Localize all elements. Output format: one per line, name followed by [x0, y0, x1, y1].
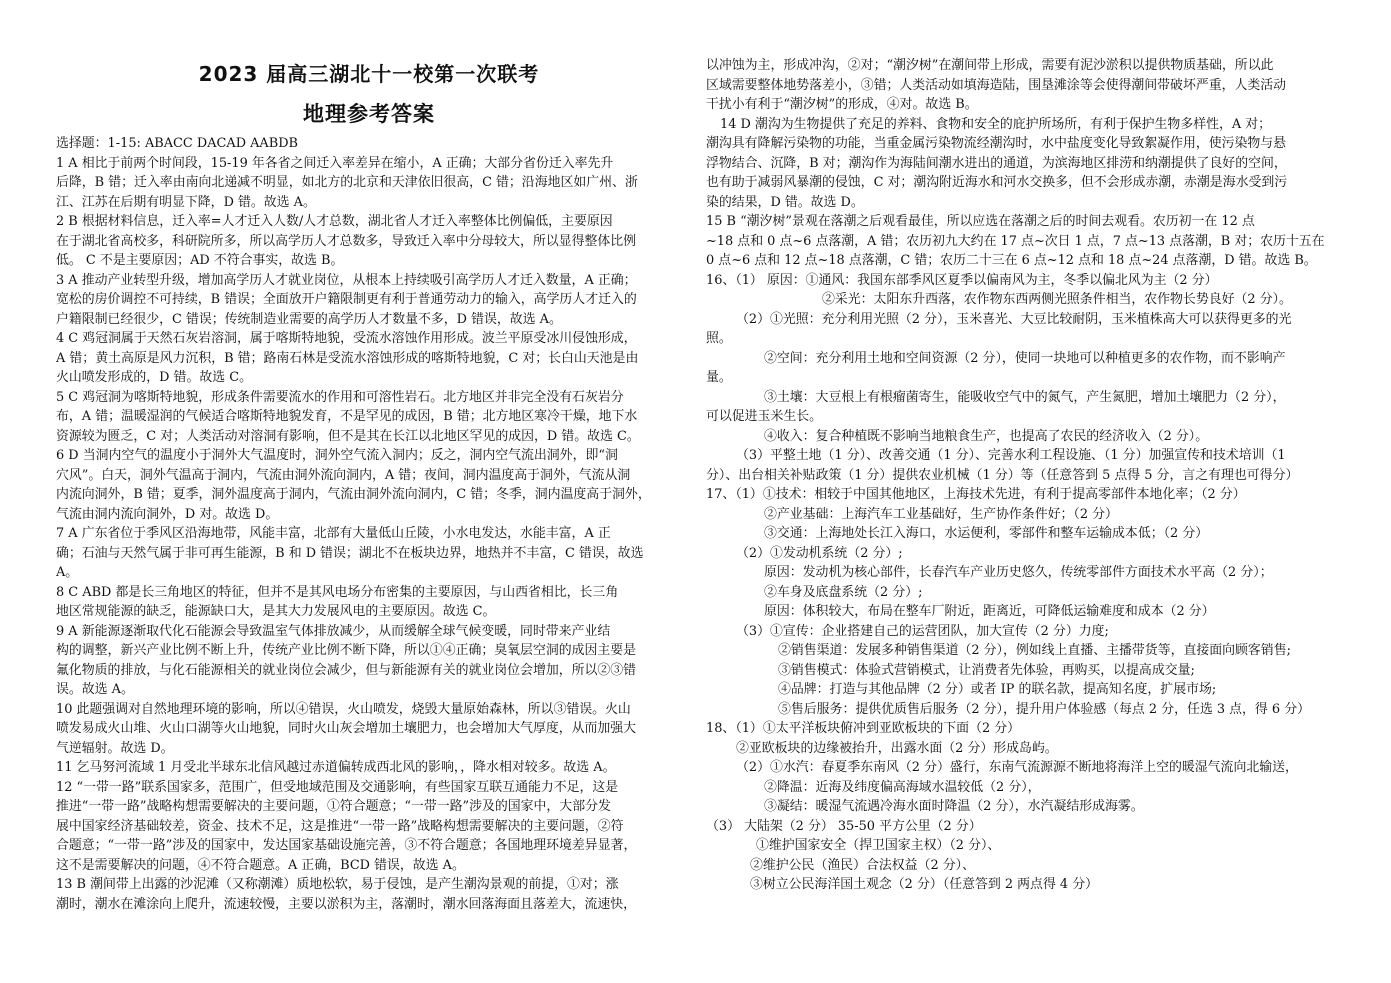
text-line: （3） 大陆架（2 分） 35-50 平方公里（2 分）: [706, 818, 982, 834]
text-line: 6 D 当洞内空气的温度小于洞外大气温度时，洞外空气流入洞内；反之，洞内空气流出洞外，即“洞: [56, 448, 618, 463]
text-line: 14 D 潮沟为生物提供了充足的养料、食物和安全的庇护所场所，有利于保护生物多样性，A 对；: [720, 116, 1272, 132]
answer-key-title: 地理参考答案: [303, 102, 435, 126]
text-line: 潮时，潮水在滩涂向上爬升，流速较慢，主要以淤积为主，落潮时，潮水回落海面且落差大，流速快，: [56, 896, 637, 912]
text-line: 3 A 推动产业转型升级，增加高学历人才就业岗位，从根本上持续吸引高学历人才迁入数量，A 正确；: [56, 272, 637, 288]
text-line: 5 C 鸡冠洞为喀斯特地貌，形成条件需要流水的作用和可溶性岩石。北方地区并非完全没有石灰岩分: [56, 389, 624, 405]
text-line: （3）平整土地（1 分）、改善交通（1 分）、完善水利工程设施、（1 分）加强宣传和技术培训（1: [736, 448, 1286, 463]
text-line: 气流由洞内流向洞外，D 对。故选 D。: [56, 506, 279, 522]
text-line: 0 点~6 点和 12 点~18 点落潮，C 错；农历二十三在 6 点~12 点和 18 点~24 点落潮，D 错。故选 B。: [706, 253, 1317, 268]
text-line: ①维护国家安全（捍卫国家主权）（2 分）、: [756, 838, 1001, 853]
text-line: 13 B 潮间带上出露的沙泥滩（又称潮滩）质地松软，易于侵蚀，是产生潮沟景观的前提，①对；涨: [56, 877, 619, 892]
text-line: ②亚欧板块的边缘被抬升，出露水面（2 分）形成岛屿。: [736, 740, 1058, 756]
text-line: 可以促进玉米生长。: [706, 409, 823, 424]
text-line: 户籍限制已经很少，C 错误；传统制造业需要的高学历人才数量不多，D 错误，故选 A。: [56, 311, 562, 327]
text-line: 7 A 广东省位于季风区沿海地带，风能丰富，北部有大量低山丘陵，小水电发达，水能丰富，A 正: [56, 526, 611, 541]
text-line: 内流向洞外，B 错；夏季，洞外温度高于洞内，气流由洞外流向洞内，C 错；冬季，洞内温度高于洞外，: [56, 487, 651, 502]
text-line: 2 B 根据材料信息，迁入率=人才迁入人数/人才总数，湖北省人才迁入率整体比例偏低，主要原因: [56, 214, 613, 229]
text-line: 火山喷发形成的，D 错。故选 C。: [56, 370, 252, 385]
text-line: （2）①水汽：春夏季东南风（2 分）盛行，东南气流源源不断地将海洋上空的暖湿气流向北输送，: [736, 760, 1298, 775]
text-line: 推进“一带一路”战略构想需要解决的主要问题，①符合题意；“一带一路”涉及的国家中，大部分发: [56, 799, 611, 814]
text-line: 17、（1）①技术：相较于中国其他地区，上海技术先进，有利于提高零部件本地化率；（2 分）: [706, 487, 1246, 502]
text-line: ⑤售后服务：提供优质售后服务（2 分），提升用户体验感（每点 2 分，任选 3 点，得 6 分）: [778, 701, 1310, 717]
text-line: （2）①光照：充分利用光照（2 分），玉米喜光、大豆比较耐阴，玉米植株高大可以获得更多的光: [736, 311, 1292, 327]
text-line: 9 A 新能源逐渐取代化石能源会导致温室气体排放减少，从而缓解全球气候变暖，同时带来产业结: [56, 623, 611, 639]
text-line: ③销售模式：体验式营销模式，让消费者先体验，再购买，以提高成交量;: [778, 662, 1195, 678]
text-line: ②空间：充分利用土地和空间资源（2 分），使同一块地可以种植更多的农作物，而不影响产: [764, 350, 1286, 366]
text-line: 11 乞马努河流域 1 月受北半球东北信风越过赤道偏转成西北风的影响，，降水相对较多。故选 A。: [56, 760, 616, 775]
text-line: 宽松的房价调控不可持续，B 错误；全面放开户籍限制更有利于普通劳动力的输入，高学历人才迁入的: [56, 292, 637, 307]
text-line: A。: [56, 565, 79, 580]
text-line: ④收入：复合种植既不影响当地粮食生产，也提高了农民的经济收入（2 分）。: [764, 428, 1209, 444]
text-line: 8 C ABD 都是长三角地区的特征，但并不是其风电场分布密集的主要原因，与山西省相比，长三角: [56, 584, 619, 600]
text-line: ③树立公民海洋国土观念（2 分）（任意答到 2 两点得 4 分）: [750, 877, 1099, 892]
text-line: 1 A 相比于前两个时间段，15-19 年各省之间迁入率差异在缩小，A 正确；大部分省份迁入率先升: [56, 155, 614, 171]
text-line: 原因：体积较大，布局在整车厂附近，距离近，可降低运输难度和成本（2 分）: [764, 604, 1215, 619]
text-line: ②采光：太阳东升西落，农作物东西两侧光照条件相当，农作物长势良好（2 分）。: [822, 292, 1292, 307]
text-line: 布，A 错；温暖湿润的气候适合喀斯特地貌发育，不是罕见的成因，B 错；北方地区寒冷干燥，地下水: [56, 409, 638, 424]
text-line: 穴风”。白天，洞外气温高于洞内，气流由洞外流向洞内，A 错；夜间，洞内温度高于洞外，气流从洞: [56, 467, 631, 483]
text-line: 资源较为匮乏，C 对；人类活动对溶洞有影响，但不是其在长江以北地区罕见的成因，D 错。故选 C。: [56, 428, 640, 444]
text-line: 区域需要整体地势落差小，③错；人类活动如填海造陆，围垦滩涂等会使得潮间带破坏严重，人类活动: [706, 77, 1287, 93]
text-line: 浮物结合、沉降，B 对；潮沟作为海陆间潮水进出的通道，为滨海地区排涝和纳潮提供了良好的空间，: [706, 155, 1287, 171]
text-line: ③土壤：大豆根上有根瘤菌寄生，能吸收空气中的氮气，产生氮肥，增加土壤肥力（2 分），: [764, 389, 1286, 405]
exam-title: 2023 届高三湖北十一校第一次联考: [198, 62, 540, 86]
text-line: 原因：发动机为核心部件，长春汽车产业历史悠久，传统零部件方面技术水平高（2 分）；: [764, 565, 1273, 580]
text-line: ②维护公民（渔民）合法权益（2 分）、: [750, 857, 975, 873]
text-line: 照。: [706, 331, 732, 346]
text-line: 氟化物质的排放，与化石能源相关的就业岗位会减少，但与新能源有关的就业岗位会增加，所以②③错: [56, 662, 637, 678]
text-line: 量。: [706, 370, 732, 385]
text-line: 这不是需要解决的问题，④不符合题意。A 正确，BCD 错误，故选 A。: [56, 857, 465, 873]
text-line: 低。 C 不是主要原因；AD 不符合事实，故选 B。: [56, 253, 344, 268]
text-line: 地区常规能源的缺乏，能源缺口大，是其大力发展风电的主要原因。故选 C。: [56, 604, 496, 619]
text-line: 分）、出台相关补贴政策（1 分）提供农业机械（1 分）等（任意答到 5 点得 5 分，言之有理也可得分）: [706, 467, 1299, 483]
text-line: 潮沟具有降解污染物的功能，当重金属污染物流经潮沟时，水中盐度变化导致絮凝作用，使污染物与悬: [706, 136, 1287, 151]
text-line: 16、（1） 原因：①通风：我国东部季风区夏季以偏南风为主，冬季以偏北风为主（2 分）: [706, 272, 1218, 288]
text-line: 干扰小有利于“潮汐树”的形成，④对。故选 B。: [706, 97, 978, 112]
text-line: 18、（1）①太平洋板块俯冲到亚欧板块的下面（2 分）: [706, 721, 1021, 736]
text-line: ②车身及底盘系统（2 分）;: [764, 584, 923, 600]
text-line: 构的调整，新兴产业比例不断上升，传统产业比例不断下降，所以①④正确；臭氧层空洞的成因主要是: [56, 643, 637, 658]
text-line: ②产业基础：上海汽车工业基础好，生产协作条件好；（2 分）: [764, 506, 1118, 522]
text-line: 也有助于减弱风暴潮的侵蚀，C 对；潮沟附近海水和河水交换多，但不会形成赤潮，赤潮是海水受到污: [706, 175, 1288, 190]
text-line: ~18 点和 0 点~6 点落潮，A 错；农历初九大约在 17 点~次日 1 点，7 点~13 点落潮，B 对；农历十五在: [706, 233, 1325, 249]
text-line: 确；石油与天然气属于非可再生能源，B 和 D 错误；湖北不在板块边界，地热并不丰富，C 错误，故选: [56, 545, 644, 561]
left-column-text: [56, 134, 682, 914]
text-line: 选择题：1-15: ABACC DACAD AABDB: [56, 136, 299, 151]
text-line: ②降温：近海及纬度偏高海域水温较低（2 分），: [764, 779, 1041, 795]
text-line: 江、江苏在后期有明显下降，D 错。故选 A。: [56, 194, 316, 210]
text-line: 12 “一带一路”联系国家多，范围广，但受地域范围及交通影响，有些国家互联互通能力不足，这是: [56, 779, 619, 795]
text-line: 后降，B 错；迁入率由南向北递减不明显，如北方的北京和天津依旧很高，C 错；沿海地区如广州、浙: [56, 175, 638, 190]
text-line: 10 此题强调对自然地理环境的影响，所以④错误，火山喷发，烧毁大量原始森林，所以③错误。火山: [56, 701, 631, 717]
text-line: 在于湖北省高校多，科研院所多，所以高学历人才总数多，导致迁入率中分母较大，所以显得整体比例: [56, 233, 637, 249]
right-column-text: [706, 56, 1338, 895]
text-line: 4 C 鸡冠洞属于天然石灰岩溶洞，属于喀斯特地貌，受流水溶蚀作用形成。波兰平原受冰川侵蚀形成，: [56, 331, 637, 346]
text-line: A 错；黄土高原是风力沉积，B 错；路南石林是受流水溶蚀形成的喀斯特地貌，C 对；长白山天池是由: [56, 350, 639, 366]
text-line: （2）①发动机系统（2 分）;: [736, 545, 903, 561]
text-line: 气逆辐射。故选 D。: [56, 740, 174, 756]
text-line: 合题意；“一带一路”涉及的国家中，发达国家基础设施完善，③不符合题意；各国地理环境差异显著，: [56, 838, 637, 853]
text-line: ②销售渠道：发展多种销售渠道（2 分），例如线上直播、主播带货等，直接面向顾客销售;: [778, 643, 1291, 658]
text-line: ④品牌：打造与其他品牌（2 分）或者 IP 的联名款，提高知名度，扩展市场;: [778, 682, 1217, 697]
text-line: ③交通：上海地处长江入海口，水运便利，零部件和整车运输成本低；（2 分）: [764, 526, 1209, 541]
text-line: 误。故选 A。: [56, 682, 134, 697]
text-line: 展中国家经济基础较差，资金、技术不足，这是推进“一带一路”战略构想需要解决的主要问题，②符: [56, 818, 624, 834]
text-line: 染的结果，D 错。故选 D。: [706, 194, 864, 210]
text-line: ③凝结：暖湿气流遇冷海水面时降温（2 分），水汽凝结形成海雾。: [764, 799, 1144, 814]
text-line: 以冲蚀为主，形成冲沟，②对；“潮汐树”在潮间带上形成，需要有泥沙淤积以提供物质基础，所以此: [706, 58, 1274, 73]
text-line: （3）①宣传：企业搭建自己的运营团队，加大宣传（2 分）力度;: [736, 623, 1109, 639]
text-line: 15 B “潮汐树”景观在落潮之后观看最佳，所以应选在落潮之后的时间去观看。农历初一在 12 点: [706, 214, 1255, 229]
text-line: 喷发易成火山堆、火山口湖等火山地貌，同时火山灰会增加土壤肥力，也会增加大气厚度，从而加强大: [56, 721, 637, 736]
